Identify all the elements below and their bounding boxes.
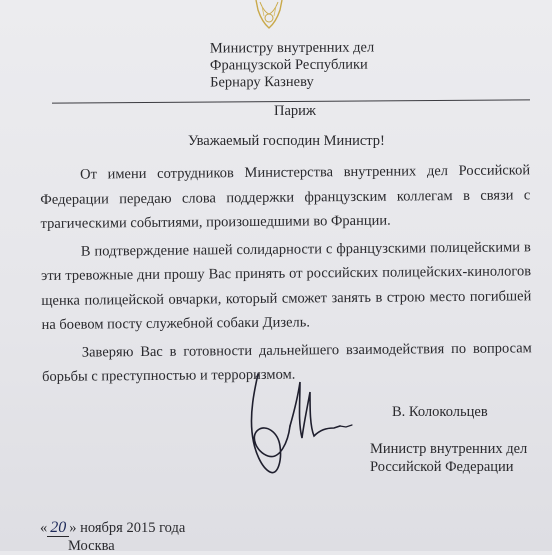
addressee-block <box>210 39 375 91</box>
letter-body <box>40 158 532 389</box>
addressee-line-3: Бернару Казневу <box>210 73 314 91</box>
place-label: Москва <box>68 538 115 554</box>
city-label: Париж <box>274 103 316 119</box>
signatory-name: В. Колокольцев <box>392 404 488 420</box>
paragraph-1: От имени сотрудников Министерства внутренних дел Российской Федерации передаю слова поддержки французским коллегам в связи с трагическими событиями, произошедшими во Франции. <box>40 162 531 232</box>
handwritten-signature <box>236 372 364 480</box>
date-day-handwritten: 20 <box>47 519 69 537</box>
date-month-year: ноября 2015 года <box>80 520 186 536</box>
paragraph-2: В подтверждение нашей солидарности с французскими полицейскими в эти тревожные дни прошу Вас принять от российских полицейских-кинологов щенка полицейской овчарки, который сможет занять в строю место погибшей на боевом посту служебной собаки Дизель. <box>41 238 532 333</box>
date-open-quote: « <box>40 520 48 536</box>
paragraph-3: Заверяю Вас в готовности дальнейшего взаимодействия по вопросам борьбы с преступностью и терроризмом. <box>41 339 532 385</box>
signatory-title-line-2: Российской Федерации <box>370 459 514 475</box>
addressee-line-2: Французской Республики <box>209 56 368 74</box>
date-close-quote: » <box>69 520 77 536</box>
salutation: Уважаемый господин Министр! <box>188 133 385 149</box>
signatory-title-line-1: Министр внутренних дел <box>370 441 528 457</box>
signatory-title <box>370 440 527 476</box>
coat-of-arms-emblem <box>244 0 294 32</box>
addressee-line-1: Министру внутренних дел <box>209 39 375 57</box>
letter-date <box>40 519 185 537</box>
